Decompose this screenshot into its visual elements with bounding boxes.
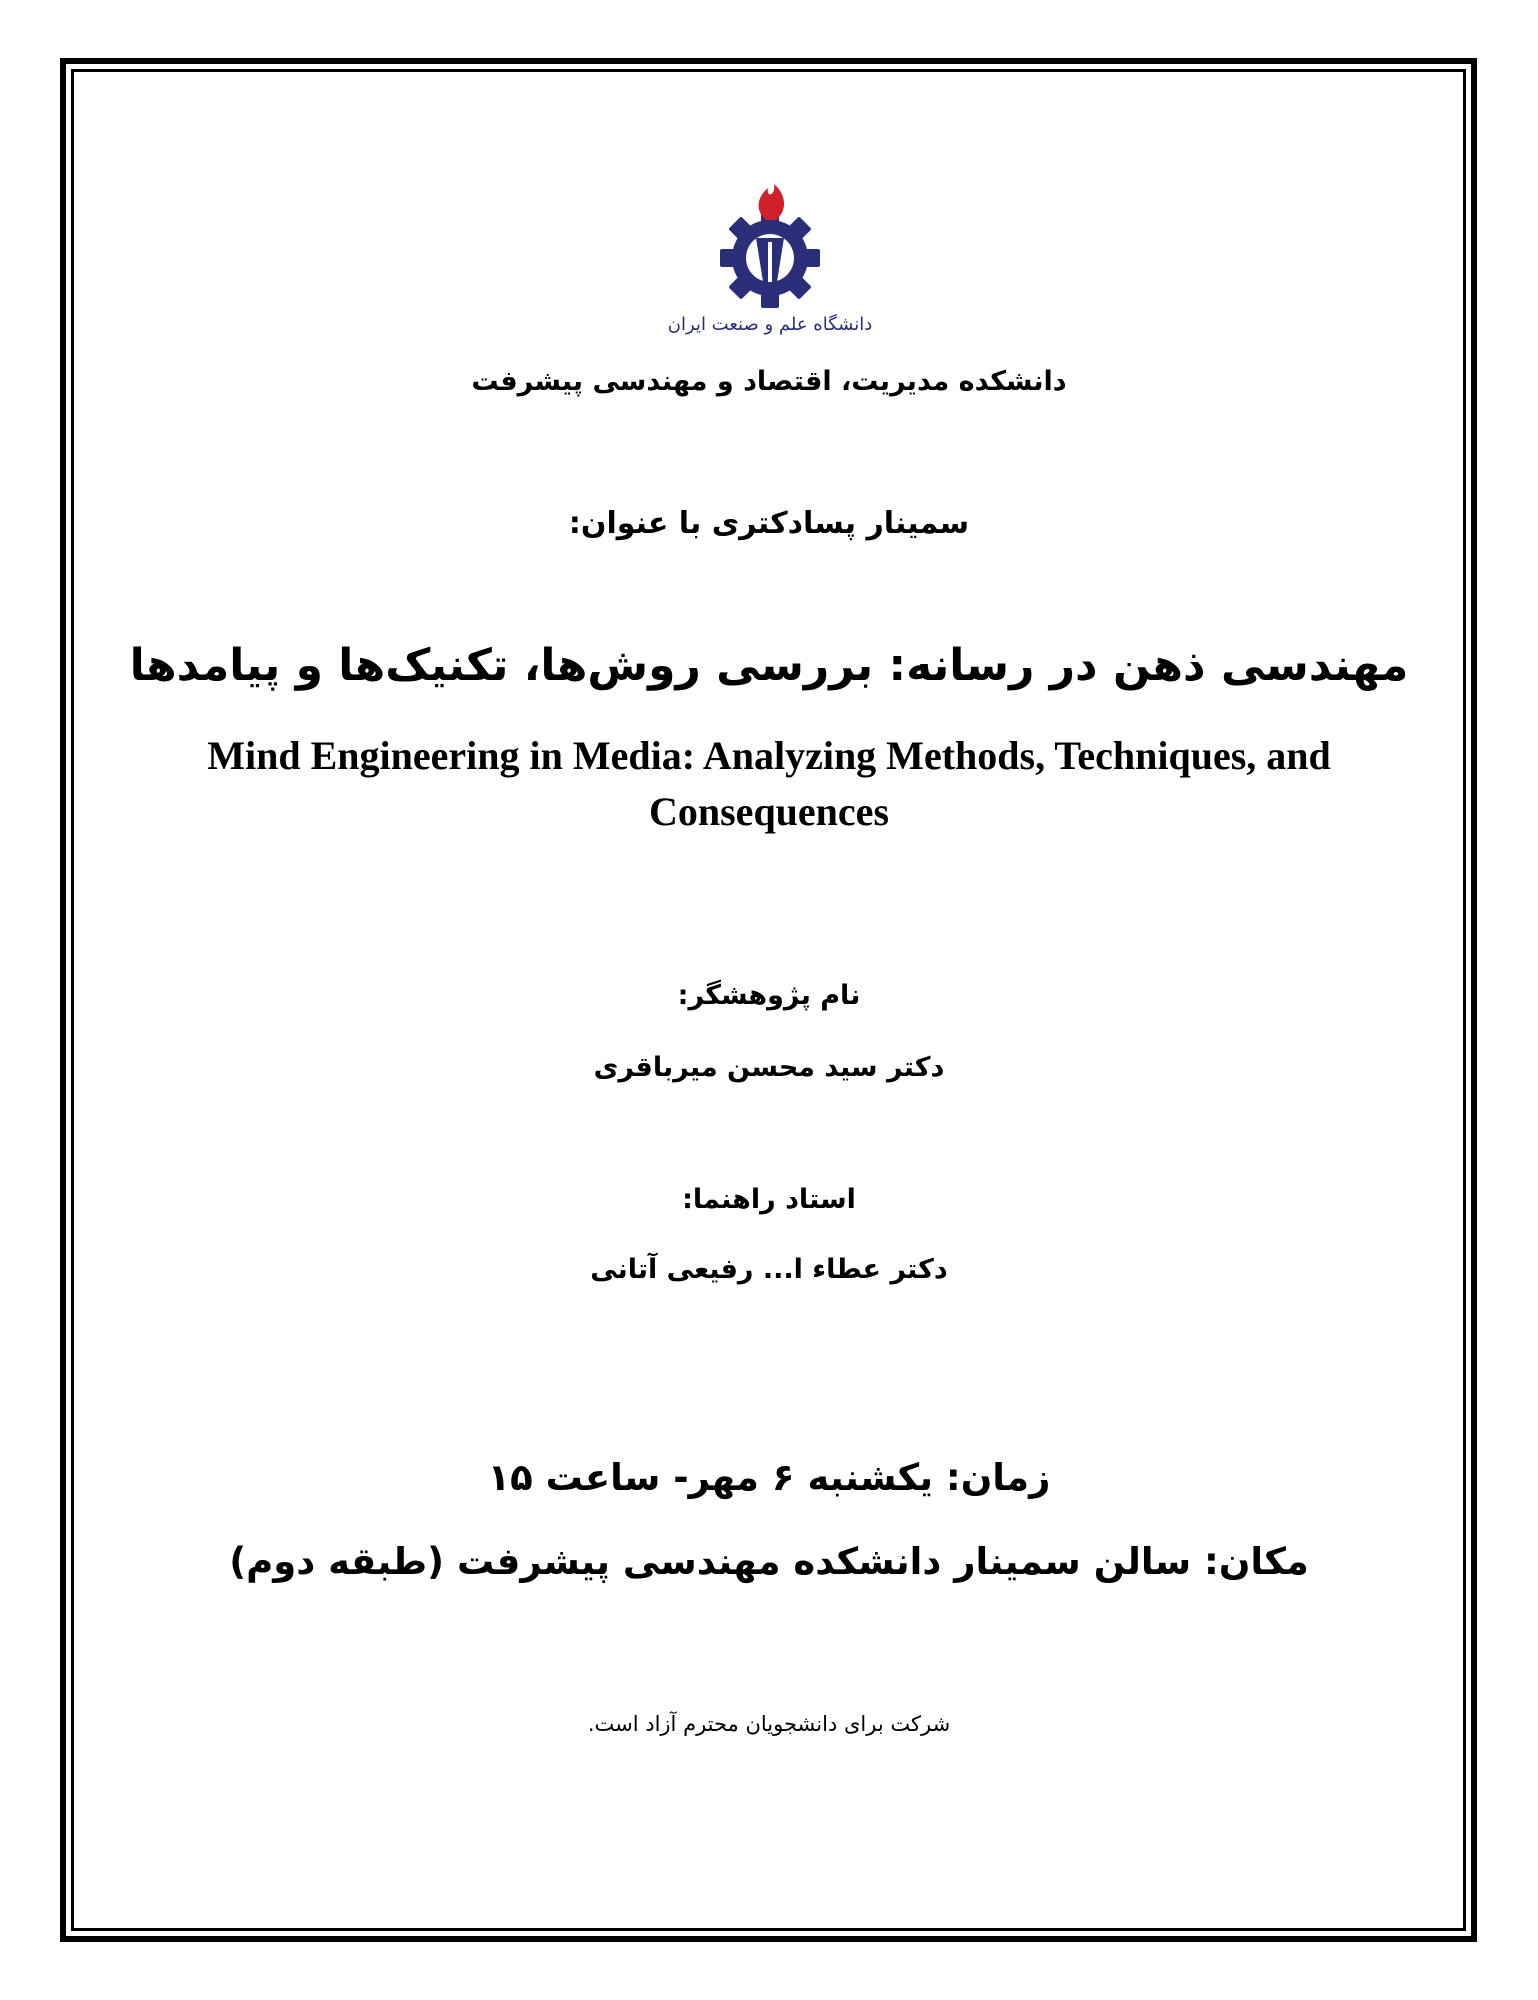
advisor-label: استاد راهنما: bbox=[682, 1184, 856, 1215]
gear-icon bbox=[720, 208, 820, 308]
advisor-name: دکتر عطاء ا... رفیعی آتانی bbox=[590, 1254, 948, 1285]
university-logo bbox=[667, 180, 873, 340]
event-place: مکان: سالن سمینار دانشکده مهندسی پیشرفت (طبقه دوم) bbox=[229, 1540, 1309, 1583]
faculty-name: دانشکده مدیریت، اقتصاد و مهندسی پیشرفت bbox=[471, 366, 1067, 397]
event-time: زمان: یکشنبه ۶ مهر- ساعت ۱۵ bbox=[487, 1456, 1051, 1499]
seminar-title-persian: مهندسی ذهن در رسانه: بررسی روش‌ها، تکنیک‌ها و پیامدها bbox=[129, 640, 1409, 691]
researcher-label: نام پژوهشگر: bbox=[677, 980, 861, 1011]
seminar-title-english bbox=[0, 728, 1538, 840]
researcher-name: دکتر سید محسن میرباقری bbox=[593, 1052, 945, 1083]
logo-caption: دانشگاه علم و صنعت ایران bbox=[667, 314, 873, 335]
seminar-label: سمینار پسادکتری با عنوان: bbox=[568, 506, 970, 541]
flame-icon bbox=[759, 184, 784, 220]
attendance-note: شرکت برای دانشجویان محترم آزاد است. bbox=[587, 1712, 951, 1736]
seminar-title-english-line-1: Mind Engineering in Media: Analyzing Methods, Techniques, and bbox=[207, 733, 1331, 778]
seminar-title-english-line-2: Consequences bbox=[648, 789, 890, 834]
